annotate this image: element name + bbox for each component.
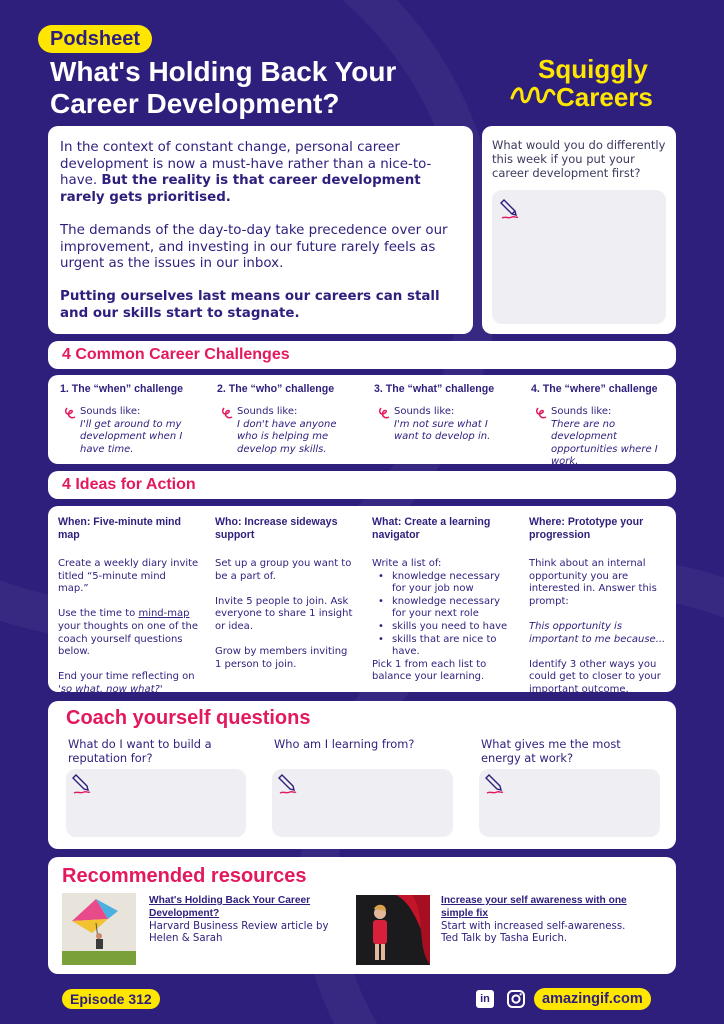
coach-question: What do I want to build a reputation for? [68,737,212,765]
challenge-quote: I'll get around to my development when I have time. [80,418,183,455]
challenge-quote: I'm not sure what I want to develop in. [394,418,491,442]
resources-card [48,857,676,974]
idea-title: Where: Prototype your progression [529,516,644,541]
challenges-heading: 4 Common Career Challenges [62,346,290,363]
coach-answer-box[interactable] [66,769,246,837]
challenge-title: 3. The “what” challenge [374,383,495,395]
squiggly-careers-logo [510,54,690,114]
coach-answer-box[interactable] [272,769,453,837]
idea-title: What: Create a learning navigator [372,516,491,541]
pencil-icon [498,198,520,220]
intro-paragraph-3 [60,289,461,322]
challenge-who [205,375,362,464]
reflection-answer-box[interactable] [492,190,666,324]
idea-title: Who: Increase sideways support [215,516,338,541]
ideas-heading: 4 Ideas for Action [62,476,196,493]
mind-map-link[interactable]: mind-map [138,608,190,620]
idea-title: When: Five-minute mind map [58,516,182,541]
resource-ted [441,895,641,946]
page-title-line-2: Career Development? [50,88,340,119]
website-link[interactable]: amazingif.com [534,988,651,1010]
logo-word-careers: Careers [556,82,653,112]
coach-yourself-card [48,701,676,849]
resource-description: Start with increased self-awareness. [441,920,626,932]
intro-paragraph-2: The demands of the day-to-day take precedence over our improvement, and investing in our future rarely feels as urgent as the issues in our inbox. [60,222,448,272]
idea-text: Identify 3 other ways you could get to closer to your important outcome. [529,658,661,695]
ted-talk-image [356,895,430,965]
idea-text [529,621,670,646]
idea-text: Create a weekly diary invite titled “5-minute mind map.” [58,558,199,595]
squiggle-bullet-icon [60,406,80,420]
squiggle-bullet-icon [374,406,394,420]
ideas-card [48,506,676,695]
idea-where [519,506,676,695]
ted-talk-link[interactable]: Increase your self awareness with one simple fix [441,895,627,919]
challenge-when [48,375,205,464]
idea-text: Grow by members inviting 1 person to join. [215,646,348,670]
sounds-like-label: Sounds like: [551,406,612,417]
idea-who [205,506,362,692]
reflection-card [482,126,676,334]
linkedin-icon[interactable]: in [476,990,494,1008]
challenge-what [362,375,519,464]
page-title-line-1: What's Holding Back Your [50,56,397,87]
coach-answer-box[interactable] [479,769,660,837]
reflection-question: What would you do differently this week if you put your career development first? [492,138,666,180]
sounds-like-label: Sounds like: [394,406,455,417]
coach-question: What gives me the most energy at work? [481,737,621,765]
challenge-title: 4. The “where” challenge [531,383,658,395]
sounds-like-label: Sounds like: [237,406,298,417]
logo-word-squiggly: Squiggly [538,54,648,84]
intro-text: In the context of constant change, personal career development is now a must-have rather than a nice-to-have. [60,140,432,189]
sounds-like-label: Sounds like: [80,406,141,417]
hbr-article-link[interactable]: What's Holding Back Your Career Development? [149,895,311,919]
idea-text: Think about an internal opportunity you are interested in. Answer this prompt: [529,558,657,607]
squiggle-bullet-icon [531,406,551,420]
hbr-article-image [62,893,136,965]
challenge-sounds-like [531,406,670,469]
pencil-icon [276,773,298,795]
list-item: • skills you need to have [378,621,513,634]
idea-text-part: Use the time to [58,608,139,620]
idea-text: Pick 1 from each list to balance your learning. [372,658,487,683]
challenge-title: 1. The “when” challenge [60,383,184,395]
page-title [50,56,470,120]
episode-badge: Episode 312 [62,989,160,1009]
idea-text-italic: This opportunity is important to me because... [529,620,666,645]
challenge-title: 2. The “who” challenge [217,383,335,395]
resource-description: Harvard Business Review article by [149,920,329,932]
intro-card [48,126,473,334]
coach-question: Who am I learning from? [274,737,415,751]
intro-paragraph-1 [60,140,461,206]
intro-conclusion: Putting ourselves last means our careers can stall and our skills start to stagnate. [60,289,440,321]
list-item: • skills that are nice to have. [378,634,513,659]
idea-text-part: your thoughts on one of the coach yourself questions below. [58,620,199,658]
challenge-sounds-like [217,406,356,456]
idea-text: Set up a group you want to be a part of. [215,558,352,582]
intro-emphasis: But the reality is that career development rarely gets prioritised. [60,173,421,205]
idea-text [58,671,199,696]
challenge-sounds-like [60,406,199,456]
list-item: • knowledge necessary for your job now [378,571,513,596]
idea-what [362,506,519,692]
coach-heading: Coach yourself questions [66,707,311,729]
resource-description: Helen & Sarah [149,933,223,945]
idea-text-part: End your time reflecting on [58,671,195,683]
challenge-where [519,375,676,467]
resource-hbr [149,895,349,946]
resource-description: Ted Talk by Tasha Eurich. [441,933,568,945]
squiggle-icon [510,84,556,108]
pencil-icon [483,773,505,795]
idea-text [58,608,199,658]
challenges-heading-banner [48,341,676,369]
squiggle-bullet-icon [217,406,237,420]
pencil-icon [70,773,92,795]
challenge-quote: There are no development opportunities where I work. [551,418,658,467]
idea-text: Write a list of: [372,558,442,569]
idea-when [48,506,205,695]
challenge-quote: I don't have anyone who is helping me develop my skills. [237,418,337,455]
podsheet-badge: Podsheet [38,25,152,53]
idea-text-italic: 'so what, now what?' [58,683,163,695]
list-item: • knowledge necessary for your next role [378,596,513,621]
ideas-heading-banner [48,471,676,499]
challenge-sounds-like [374,406,513,444]
idea-text: Invite 5 people to join. Ask everyone to share 1 insight or idea. [215,595,353,632]
instagram-icon[interactable] [507,990,525,1008]
challenges-card [48,375,676,467]
resources-heading: Recommended resources [62,865,307,887]
learning-list [378,571,513,659]
